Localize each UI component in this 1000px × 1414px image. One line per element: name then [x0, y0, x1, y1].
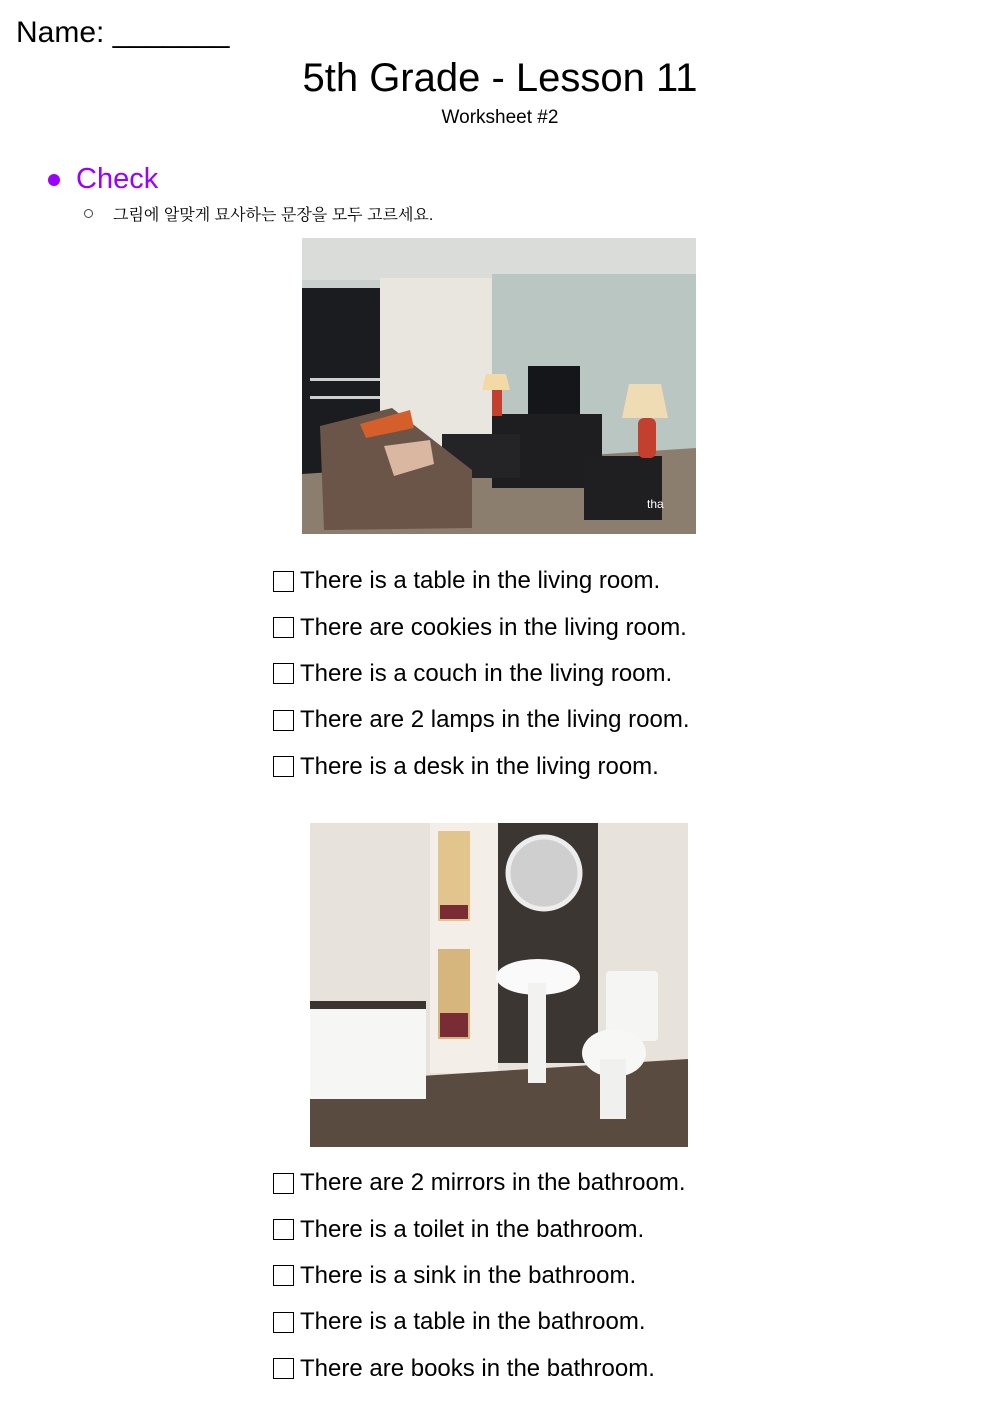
checkbox[interactable] [273, 571, 294, 592]
option-books-bathroom[interactable] [273, 1346, 686, 1392]
hollow-bullet-icon [84, 209, 93, 218]
checkbox[interactable] [273, 1312, 294, 1333]
checkbox[interactable] [273, 1265, 294, 1286]
option-label: There are 2 lamps in the living room. [300, 706, 690, 734]
option-label: There is a couch in the living room. [300, 659, 673, 687]
bathroom-options [273, 1160, 686, 1392]
checkbox[interactable] [273, 1173, 294, 1194]
checkbox[interactable] [273, 756, 294, 777]
worksheet-subtitle: Worksheet #2 [441, 107, 559, 128]
option-cookies-living-room[interactable] [273, 604, 690, 650]
option-label: There are cookies in the living room. [300, 613, 687, 641]
option-mirrors-bathroom[interactable] [273, 1160, 686, 1206]
checkbox[interactable] [273, 617, 294, 638]
checkbox[interactable] [273, 1358, 294, 1379]
option-label: There are books in the bathroom. [300, 1354, 655, 1382]
option-sink-bathroom[interactable] [273, 1253, 686, 1299]
option-label: There is a table in the bathroom. [300, 1308, 646, 1336]
checkbox[interactable] [273, 1219, 294, 1240]
bullet-icon [48, 174, 60, 186]
instruction-text: 그림에 알맞게 묘사하는 문장을 모두 고르세요. [113, 207, 434, 224]
worksheet-title: 5th Grade - Lesson 11 [302, 56, 698, 100]
option-label: There is a desk in the living room. [300, 752, 659, 780]
checkbox[interactable] [273, 663, 294, 684]
option-toilet-bathroom[interactable] [273, 1206, 686, 1252]
name-field-label: Name: _______ [16, 16, 230, 49]
option-desk-living-room[interactable] [273, 744, 690, 790]
watermark-text: tha [647, 497, 664, 511]
living-room-photo [302, 238, 696, 534]
option-couch-living-room[interactable] [273, 651, 690, 697]
section-label: Check [76, 163, 159, 195]
option-table-bathroom[interactable] [273, 1299, 686, 1345]
living-room-options [273, 558, 690, 790]
option-label: There is a toilet in the bathroom. [300, 1215, 645, 1243]
instruction [84, 202, 433, 225]
bathroom-photo [310, 823, 688, 1147]
option-label: There are 2 mirrors in the bathroom. [300, 1169, 686, 1197]
option-table-living-room[interactable] [273, 558, 690, 604]
section-heading [48, 163, 158, 196]
option-lamps-living-room[interactable] [273, 697, 690, 743]
option-label: There is a sink in the bathroom. [300, 1261, 637, 1289]
checkbox[interactable] [273, 710, 294, 731]
option-label: There is a table in the living room. [300, 567, 661, 595]
